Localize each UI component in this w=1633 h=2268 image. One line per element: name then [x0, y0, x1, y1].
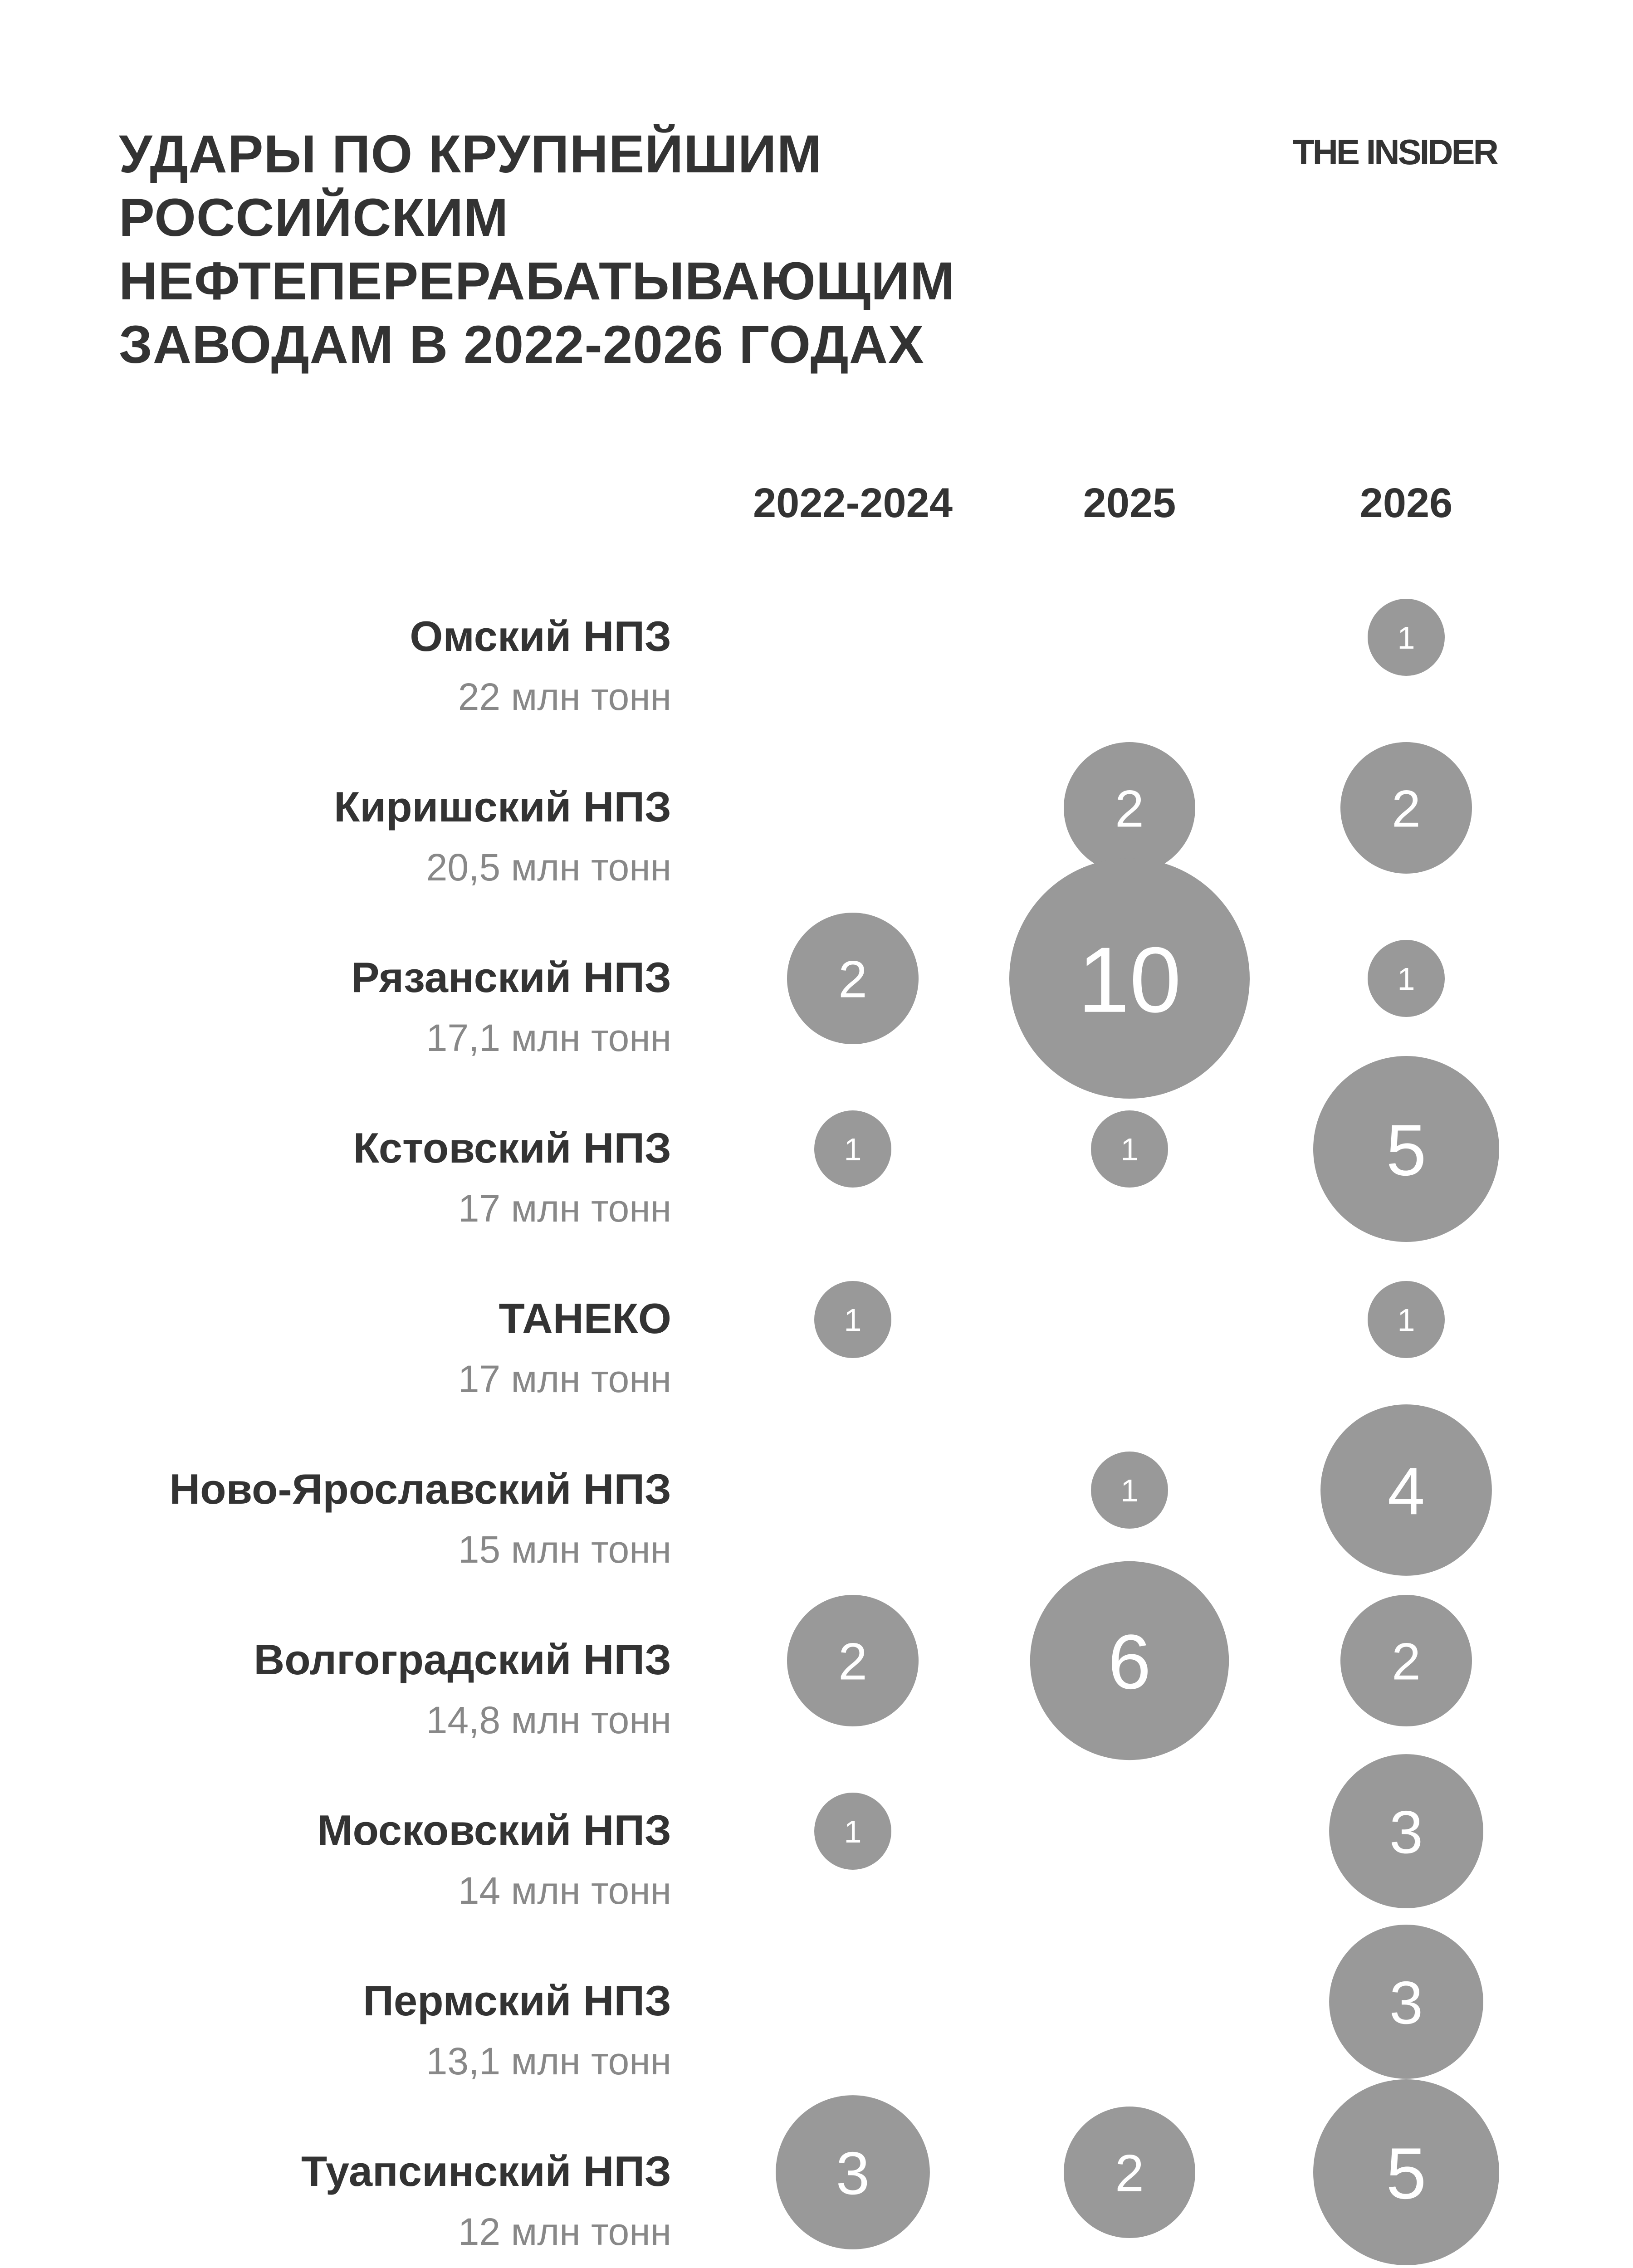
bubble-value-label: 3: [836, 2140, 870, 2208]
bubble-value-label: 1: [1397, 620, 1415, 656]
title-line: ЗАВОДАМ В 2022-2026 ГОДАХ: [119, 315, 924, 375]
refinery-name: Рязанский НПЗ: [351, 953, 671, 1001]
refinery-name: Омский НПЗ: [410, 612, 671, 660]
bubble-value-label: 2: [1115, 780, 1144, 838]
bubble-value-label: 2: [1392, 780, 1421, 838]
bubble-value-label: 5: [1386, 2132, 1427, 2214]
bubble-value-label: 3: [1389, 1969, 1423, 2037]
refinery-capacity: 17 млн тонн: [458, 1358, 671, 1400]
bubble-value-label: 1: [844, 1132, 862, 1168]
refinery-capacity: 17,1 млн тонн: [426, 1017, 671, 1059]
title-line: НЕФТЕПЕРЕРАБАТЫВАЮЩИМ: [119, 251, 955, 311]
bubble-value-label: 5: [1386, 1109, 1427, 1191]
column-header: 2022-2024: [753, 480, 953, 526]
bubble-value-label: 1: [1120, 1473, 1139, 1509]
brand-logo: THE INSIDER: [1292, 132, 1497, 172]
bubble-value-label: 6: [1108, 1619, 1151, 1706]
refinery-capacity: 13,1 млн тонн: [426, 2040, 671, 2082]
bubble-value-label: 1: [1397, 1302, 1415, 1338]
bubble-value-label: 1: [844, 1814, 862, 1850]
title-line: РОССИЙСКИМ: [119, 188, 509, 248]
bubble-value-label: 2: [838, 1633, 867, 1691]
refinery-name: Волгоградский НПЗ: [254, 1636, 671, 1683]
refinery-capacity: 15 млн тонн: [458, 1528, 671, 1571]
title-line: УДАРЫ ПО КРУПНЕЙШИМ: [119, 124, 822, 184]
refinery-capacity: 20,5 млн тонн: [426, 846, 671, 889]
refinery-name: ТАНЕКО: [499, 1295, 671, 1342]
refinery-name: Туапсинский НПЗ: [301, 2147, 671, 2195]
refinery-capacity: 17 млн тонн: [458, 1187, 671, 1230]
refinery-name: Кстовский НПЗ: [353, 1124, 671, 1172]
bubble-value-label: 1: [1120, 1132, 1139, 1168]
refinery-capacity: 14 млн тонн: [458, 1869, 671, 1912]
refinery-name: Московский НПЗ: [317, 1806, 671, 1854]
refinery-name: Ново-Ярославский НПЗ: [169, 1465, 671, 1513]
bubble-value-label: 2: [1392, 1633, 1421, 1691]
refinery-capacity: 12 млн тонн: [458, 2210, 671, 2253]
refinery-name: Киришский НПЗ: [333, 783, 671, 831]
bubble-value-label: 2: [838, 950, 867, 1009]
refinery-capacity: 22 млн тонн: [458, 675, 671, 718]
refinery-name: Пермский НПЗ: [363, 1977, 671, 2024]
bubble-value-label: 1: [844, 1302, 862, 1338]
bubble-value-label: 2: [1115, 2144, 1144, 2203]
refinery-capacity: 14,8 млн тонн: [426, 1699, 671, 1741]
bubble-value-label: 4: [1387, 1454, 1425, 1529]
bubble-value-label: 10: [1077, 928, 1182, 1032]
bubble-value-label: 3: [1389, 1799, 1423, 1867]
column-header: 2025: [1083, 480, 1176, 526]
bubble-value-label: 1: [1397, 961, 1415, 997]
column-header: 2026: [1359, 480, 1453, 526]
